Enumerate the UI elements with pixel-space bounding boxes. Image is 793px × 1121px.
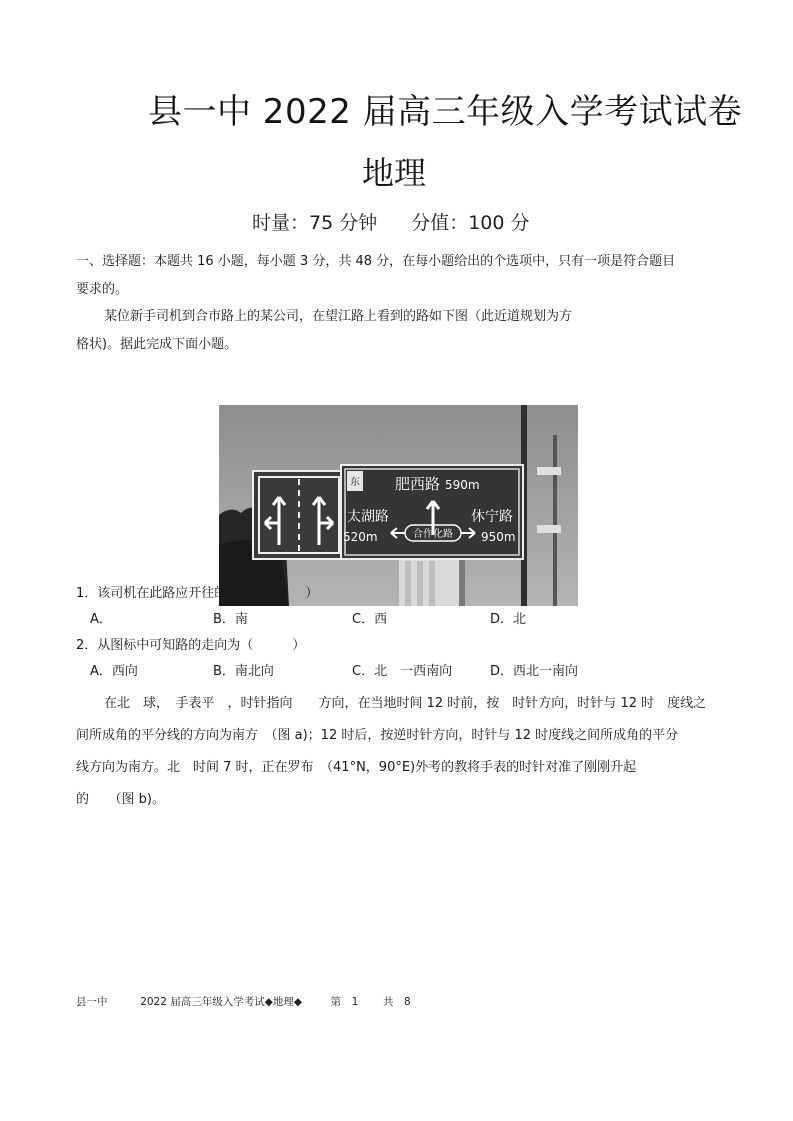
time-limit: 时量：75 分钟 — [252, 212, 378, 234]
sign-road-right: 休宁路 — [471, 509, 513, 525]
sign-road-left: 太湖路 — [347, 509, 389, 525]
question-2-option-d: D．西北一南向 — [490, 664, 579, 679]
sign-road-right-distance: 950m — [481, 530, 516, 544]
page-footer — [76, 994, 411, 1009]
footer-page: 第 1 — [330, 996, 359, 1008]
road-sign-photo — [219, 405, 578, 606]
question-1-stem: 1．该司机在此路应开往的方向是（ ） — [76, 586, 319, 601]
question-1-option-d: D．北 — [490, 612, 527, 627]
footer-school: 县一中 — [76, 996, 108, 1008]
question-1-option-c: C．西 — [352, 612, 388, 627]
section-instruction-line2: 要求的。 — [76, 282, 129, 297]
exam-meta — [252, 208, 530, 235]
question-2-option-b: B．南北向 — [213, 664, 274, 679]
question-1-option-b: B．南 — [213, 612, 248, 627]
question-1-option-a: A． — [90, 612, 112, 627]
footer-total: 共 8 — [382, 996, 411, 1008]
passage2-line2: 间所成角的平分线的方向为南方 （图 a)；12 时后，按逆时针方向，时针与 12 时度线之间所成角的平分 — [76, 728, 679, 743]
passage-line1: 某位新手司机到合市路上的某公司，在望江路上看到的路如下图（此近道规划为方 — [104, 309, 573, 324]
subject-title: 地理 — [362, 154, 427, 192]
passage2-line1: 在北 球， 手表平 ，时针指向 方向，在当地时间 12 时前，按 时针方向，时针与 12 时 度线之 — [104, 696, 707, 711]
section-instruction-line1: 一、选择题：本题共 16 小题，每小题 3 分，共 48 分，在每小题给出的个选项中，只有一项是符合题目 — [76, 254, 676, 269]
sign-direction-tag: 东 — [350, 477, 360, 488]
exam-title: 县一中 2022 届高三年级入学考试试卷 — [148, 92, 743, 132]
passage2-line3: 线方向为南方。北 时间 7 时，正在罗布 （41°N，90°E)外考的教将手表的时针对准了刚刚升起 — [76, 760, 637, 775]
sign-road-top: 肥西路 — [395, 475, 441, 493]
sign-road-left-distance: 520m — [343, 530, 378, 544]
sign-road-center: 合作化路 — [413, 529, 453, 540]
road-sign-illustration — [219, 405, 578, 606]
question-2-option-c: C．北 一西南向 — [352, 664, 453, 679]
question-2-stem: 2．从图标中可知路的走向为（ ） — [76, 638, 306, 653]
sign-road-top-distance: 590m — [445, 478, 480, 492]
passage-line2: 格状)。据此完成下面小题。 — [76, 337, 238, 352]
footer-exam: 2022 届高三年级入学考试◆地理◆ — [140, 996, 302, 1008]
total-score: 分值：100 分 — [411, 212, 530, 234]
question-2-option-a: A．西向 — [90, 664, 138, 679]
passage2-line4: 的 （图 b)。 — [76, 792, 165, 807]
